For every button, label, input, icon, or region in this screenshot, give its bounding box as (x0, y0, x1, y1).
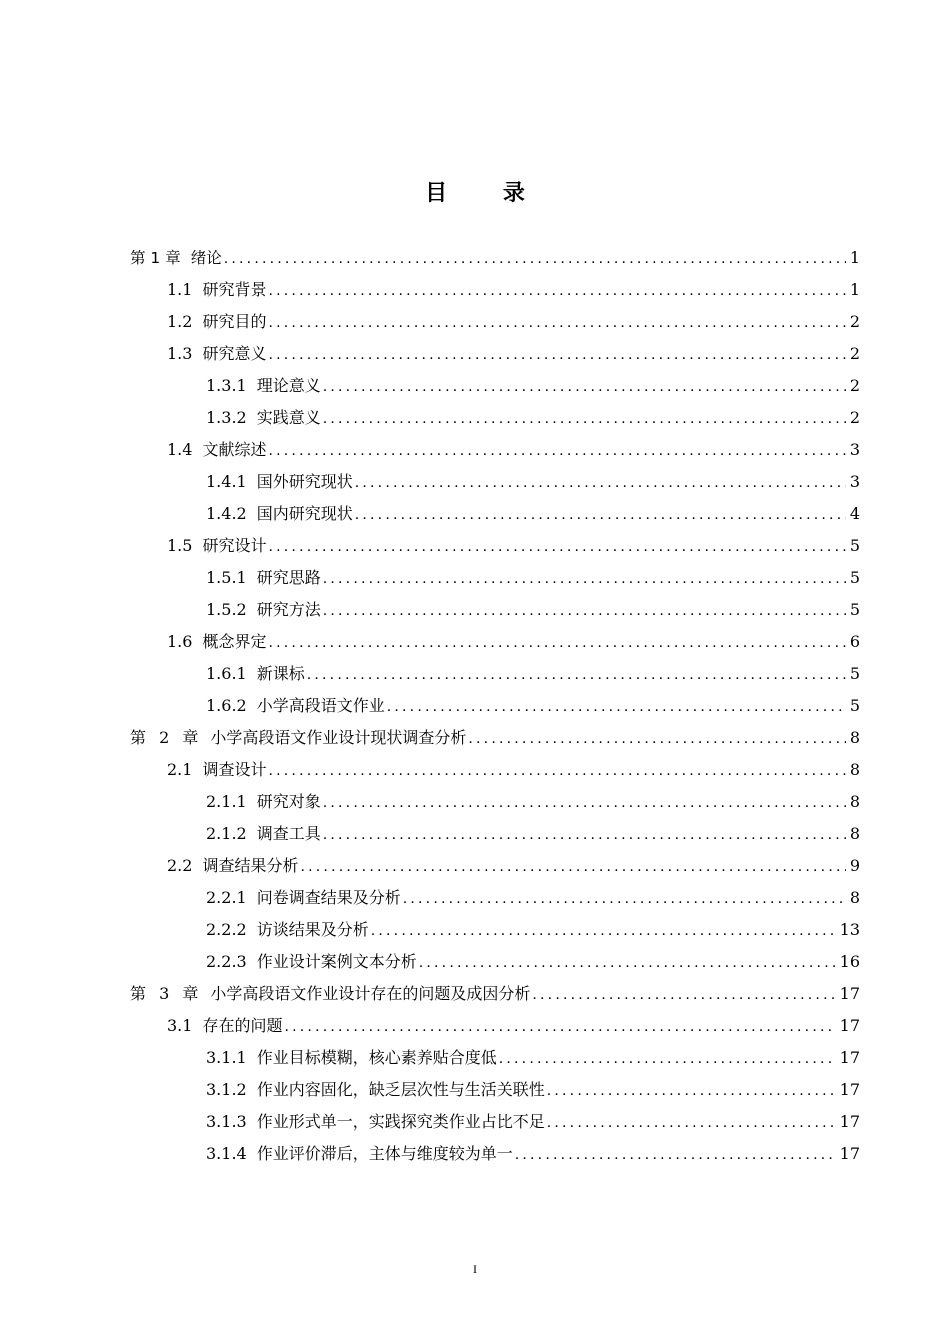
toc-dot-leader (547, 1107, 836, 1139)
toc-page-number: 8 (849, 728, 860, 747)
toc-entry-title: 研究意义 (202, 344, 267, 363)
toc-entry-title: 国内研究现状 (256, 504, 353, 523)
toc-page-number: 2 (849, 344, 860, 363)
toc-page-number: 4 (849, 504, 860, 523)
toc-entry-1-3-1[interactable] (130, 370, 860, 402)
toc-dot-leader (403, 883, 846, 915)
toc-entry-1-1[interactable] (130, 274, 860, 306)
toc-dot-leader (323, 595, 846, 627)
toc-entry-number: 1.5.2 (206, 600, 247, 619)
toc-entry-number: 2.2.1 (206, 888, 247, 907)
toc-entry-2-2-3[interactable] (130, 946, 860, 978)
toc-entry-number: 第 1 章 (130, 249, 181, 267)
toc-entry-number: 1.5 (167, 536, 193, 555)
toc-entry-title: 问卷调查结果及分析 (256, 888, 401, 907)
toc-page-number: 5 (849, 664, 860, 683)
toc-page-number: 8 (849, 760, 860, 779)
toc-entry-1-6-1[interactable] (130, 658, 860, 690)
table-of-contents (130, 242, 860, 1170)
toc-dot-leader (307, 659, 846, 691)
toc-entry-3-1[interactable] (130, 1010, 860, 1042)
toc-entry-number: 2.2.3 (206, 952, 247, 971)
toc-page-number: 9 (849, 856, 860, 875)
toc-dot-leader (268, 531, 845, 563)
toc-dot-leader (371, 915, 836, 947)
toc-dot-leader (323, 403, 846, 435)
toc-entry-number: 1.4.1 (206, 472, 247, 491)
toc-dot-leader (224, 243, 846, 275)
toc-page-number: 1 (849, 248, 860, 267)
toc-page-number: 8 (849, 792, 860, 811)
toc-dot-leader (268, 755, 845, 787)
toc-entry-1-2[interactable] (130, 306, 860, 338)
toc-entry-3-1-3[interactable] (130, 1106, 860, 1138)
toc-entry-title: 小学高段语文作业设计现状调查分析 (210, 728, 467, 747)
toc-dot-leader (323, 819, 846, 851)
toc-dot-leader (268, 339, 845, 371)
toc-page-number: 17 (839, 1080, 860, 1099)
toc-page-number: 17 (839, 984, 860, 1003)
toc-entry-1-4[interactable] (130, 434, 860, 466)
toc-page-number: 5 (849, 536, 860, 555)
toc-entry-title: 新课标 (256, 664, 305, 683)
toc-entry-title: 作业形式单一，实践探究类作业占比不足 (256, 1112, 545, 1131)
toc-entry-number: 2.1.2 (206, 824, 247, 843)
toc-dot-leader (387, 691, 846, 723)
toc-dot-leader (268, 307, 845, 339)
toc-dot-leader (284, 1011, 835, 1043)
toc-entry-1-4-1[interactable] (130, 466, 860, 498)
toc-dot-leader (499, 1043, 836, 1075)
toc-entry-2-2-2[interactable] (130, 914, 860, 946)
toc-entry-number: 2.1 (167, 760, 193, 779)
toc-entry-number: 1.1 (167, 280, 193, 299)
toc-entry-number: 1.2 (167, 312, 193, 331)
toc-entry-title: 研究对象 (256, 792, 321, 811)
toc-entry-title: 存在的问题 (202, 1016, 283, 1035)
toc-page-number: 8 (849, 888, 860, 907)
toc-entry-title: 概念界定 (202, 632, 267, 651)
toc-entry-number: 3.1.4 (206, 1144, 247, 1163)
toc-entry-number: 1.3.2 (206, 408, 247, 427)
toc-entry-number: 1.5.1 (206, 568, 247, 587)
toc-entry-number: 2.2.2 (206, 920, 247, 939)
toc-entry-title: 研究方法 (256, 600, 321, 619)
toc-page-number: 17 (839, 1048, 860, 1067)
toc-page-number: 2 (849, 408, 860, 427)
toc-entry-title: 研究背景 (202, 280, 267, 299)
toc-entry-number: 3.1.2 (206, 1080, 247, 1099)
toc-entry-title: 调查设计 (202, 760, 267, 779)
toc-entry-1-6-2[interactable] (130, 690, 860, 722)
toc-dot-leader (355, 499, 846, 531)
toc-entry-title: 访谈结果及分析 (256, 920, 369, 939)
toc-entry-title: 作业目标模糊，核心素养贴合度低 (256, 1048, 497, 1067)
toc-page-number: 16 (839, 952, 860, 971)
toc-page-number: 3 (849, 472, 860, 491)
toc-dot-leader (323, 787, 846, 819)
toc-entry-number: 3.1 (167, 1016, 193, 1035)
toc-dot-leader (532, 979, 835, 1011)
toc-entry-2-2-1[interactable] (130, 882, 860, 914)
toc-entry-title: 小学高段语文作业设计存在的问题及成因分析 (210, 984, 531, 1003)
toc-dot-leader (268, 435, 845, 467)
toc-entry-2-1-1[interactable] (130, 786, 860, 818)
toc-entry-title: 实践意义 (256, 408, 321, 427)
toc-entry-number: 1.4.2 (206, 504, 247, 523)
toc-entry-1-3-2[interactable] (130, 402, 860, 434)
toc-page-number: 3 (849, 440, 860, 459)
page-title: 目 录 (425, 181, 549, 206)
toc-page-number: 1 (849, 280, 860, 299)
toc-entry-2-2[interactable] (130, 850, 860, 882)
toc-entry-number: 2.1.1 (206, 792, 247, 811)
toc-page-number: 13 (839, 920, 860, 939)
toc-entry-title: 文献综述 (202, 440, 267, 459)
toc-entry-2-1[interactable] (130, 754, 860, 786)
toc-page-number: 2 (849, 312, 860, 331)
toc-page-number: 2 (849, 376, 860, 395)
toc-entry-3-1-1[interactable] (130, 1042, 860, 1074)
toc-entry-1-5-2[interactable] (130, 594, 860, 626)
toc-entry-chapter-2[interactable] (130, 722, 860, 754)
toc-dot-leader (419, 947, 836, 979)
toc-entry-1-6[interactable] (130, 626, 860, 658)
toc-entry-number: 1.6.2 (206, 696, 247, 715)
toc-entry-3-1-4[interactable] (130, 1138, 860, 1170)
page-number-footer: I (473, 1262, 477, 1276)
toc-page-number: 17 (839, 1144, 860, 1163)
toc-entry-number: 3.1.3 (206, 1112, 247, 1131)
toc-page-number: 17 (839, 1016, 860, 1035)
toc-entry-number: 1.6 (167, 632, 193, 651)
toc-entry-3-1-2[interactable] (130, 1074, 860, 1106)
toc-entry-title: 作业内容固化，缺乏层次性与生活关联性 (256, 1080, 545, 1099)
toc-entry-1-4-2[interactable] (130, 498, 860, 530)
toc-entry-title: 研究思路 (256, 568, 321, 587)
toc-entry-1-5-1[interactable] (130, 562, 860, 594)
toc-dot-leader (300, 851, 845, 883)
toc-entry-1-5[interactable] (130, 530, 860, 562)
toc-page-number: 6 (849, 632, 860, 651)
toc-entry-title: 作业评价滞后，主体与维度较为单一 (256, 1144, 513, 1163)
toc-page-number: 5 (849, 568, 860, 587)
toc-entry-title: 作业设计案例文本分析 (256, 952, 417, 971)
toc-dot-leader (515, 1139, 836, 1171)
toc-page-number: 5 (849, 600, 860, 619)
toc-entry-number: 3.1.1 (206, 1048, 247, 1067)
toc-entry-number: 1.4 (167, 440, 193, 459)
toc-dot-leader (547, 1075, 836, 1107)
toc-entry-title: 小学高段语文作业 (256, 696, 385, 715)
toc-entry-number: 第 3 章 (130, 984, 203, 1003)
toc-dot-leader (268, 275, 845, 307)
toc-entry-title: 调查结果分析 (202, 856, 299, 875)
toc-entry-title: 理论意义 (256, 376, 321, 395)
toc-entry-number: 第 2 章 (130, 728, 203, 747)
toc-entry-number: 1.6.1 (206, 664, 247, 683)
toc-page-number: 17 (839, 1112, 860, 1131)
toc-dot-leader (323, 371, 846, 403)
toc-page-number: 8 (849, 824, 860, 843)
toc-entry-title: 研究设计 (202, 536, 267, 555)
toc-entry-title: 国外研究现状 (256, 472, 353, 491)
toc-entry-number: 2.2 (167, 856, 193, 875)
toc-entry-1-3[interactable] (130, 338, 860, 370)
toc-entry-title: 绪论 (190, 249, 222, 267)
toc-dot-leader (468, 723, 845, 755)
toc-entry-number: 1.3.1 (206, 376, 247, 395)
toc-entry-title: 研究目的 (202, 312, 267, 331)
toc-entry-number: 1.3 (167, 344, 193, 363)
toc-entry-title: 调查工具 (256, 824, 321, 843)
toc-page-number: 5 (849, 696, 860, 715)
toc-entry-chapter-1[interactable] (130, 242, 860, 274)
toc-dot-leader (355, 467, 846, 499)
toc-dot-leader (323, 563, 846, 595)
toc-entry-chapter-3[interactable] (130, 978, 860, 1010)
toc-entry-2-1-2[interactable] (130, 818, 860, 850)
toc-dot-leader (268, 627, 845, 659)
